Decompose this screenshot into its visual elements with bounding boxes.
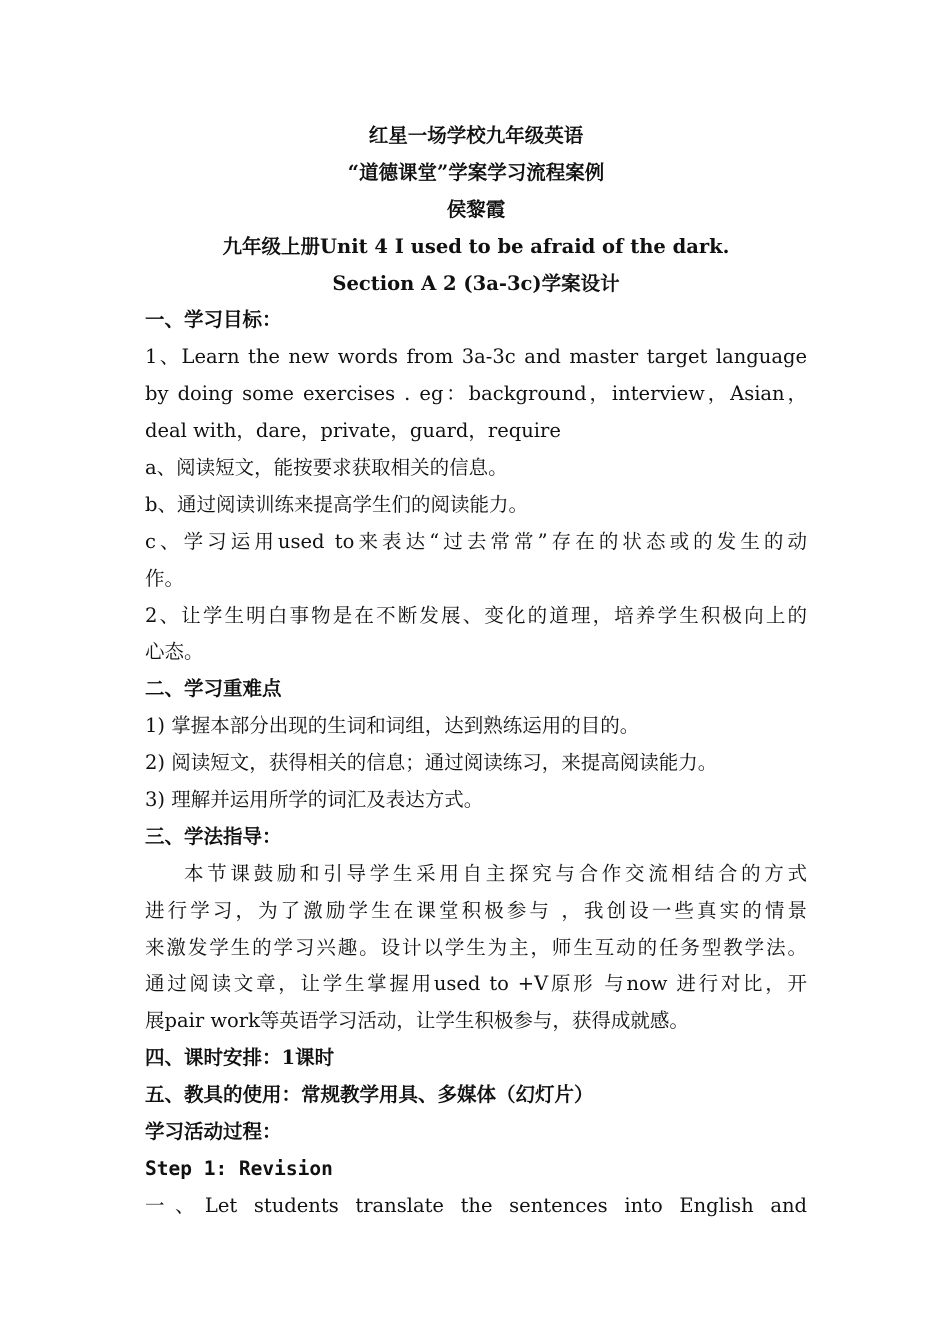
schedule-line: 四、课时安排：1课时 <box>145 1046 335 1070</box>
method-line: 通过阅读文章，让学生掌握用used to +V原形 与now 进行对比，开 <box>145 972 807 996</box>
author-name: 侯黎霞 <box>446 197 506 221</box>
method-line: 来激发学生的学习兴趣。设计以学生为主，师生互动的任务型教学法。 <box>145 935 807 959</box>
objective-2-line-1: 2、让学生明白事物是在不断发展、变化的道理，培养学生积极向上的 <box>145 603 807 627</box>
objective-1-line-2: by doing some exercises . eg：background，interview，Asian， <box>145 382 807 406</box>
school-title: 红星一场学校九年级英语 <box>368 124 584 147</box>
objective-1-line-1: 1、Learn the new words from 3a-3c and master target language <box>145 345 807 369</box>
document-page <box>145 118 807 1225</box>
objectives-heading: 一、学习目标： <box>145 308 282 332</box>
key-point-item: 3) 理解并运用所学的词汇及表达方式。 <box>145 788 484 812</box>
objective-c-line-1: c、学习运用used to来表达“过去常常”存在的状态或的发生的动 <box>145 529 807 553</box>
objective-2-line-2: 心态。 <box>145 640 204 664</box>
key-point-item: 2) 阅读短文，获得相关的信息；通过阅读练习，来提高阅读能力。 <box>145 751 718 775</box>
unit-title: 九年级上册Unit 4 I used to be afraid of the dark. <box>222 234 730 258</box>
section-title: Section A 2 (3a-3c)学案设计 <box>332 271 620 295</box>
key-points-heading: 二、学习重难点 <box>145 677 282 701</box>
objective-c-line-2: 作。 <box>145 566 185 590</box>
tools-line: 五、教具的使用：常规教学用具、多媒体（幻灯片） <box>145 1083 594 1107</box>
objective-a: a、阅读短文，能按要求获取相关的信息。 <box>145 456 508 480</box>
process-heading: 学习活动过程： <box>145 1120 282 1144</box>
method-heading: 三、学法指导： <box>145 824 282 848</box>
step-1-heading: Step 1: Revision <box>145 1156 333 1180</box>
series-title: “道德课堂”学案学习流程案例 <box>347 160 605 184</box>
method-line: 本节课鼓励和引导学生采用自主探究与合作交流相结合的方式 <box>184 861 807 885</box>
step-1-item-1: 一、Let students translate the sentences into English and <box>145 1193 807 1217</box>
method-line: 进行学习，为了激励学生在课堂积极参与 ，我创设一些真实的情景 <box>145 898 807 922</box>
objective-b: b、通过阅读训练来提高学生们的阅读能力。 <box>145 492 528 516</box>
method-line: 展pair work等英语学习活动，让学生积极参与，获得成就感。 <box>145 1009 689 1033</box>
objective-1-line-3: deal with，dare，private，guard，require <box>145 419 561 443</box>
key-point-item: 1) 掌握本部分出现的生词和词组，达到熟练运用的目的。 <box>145 714 640 738</box>
